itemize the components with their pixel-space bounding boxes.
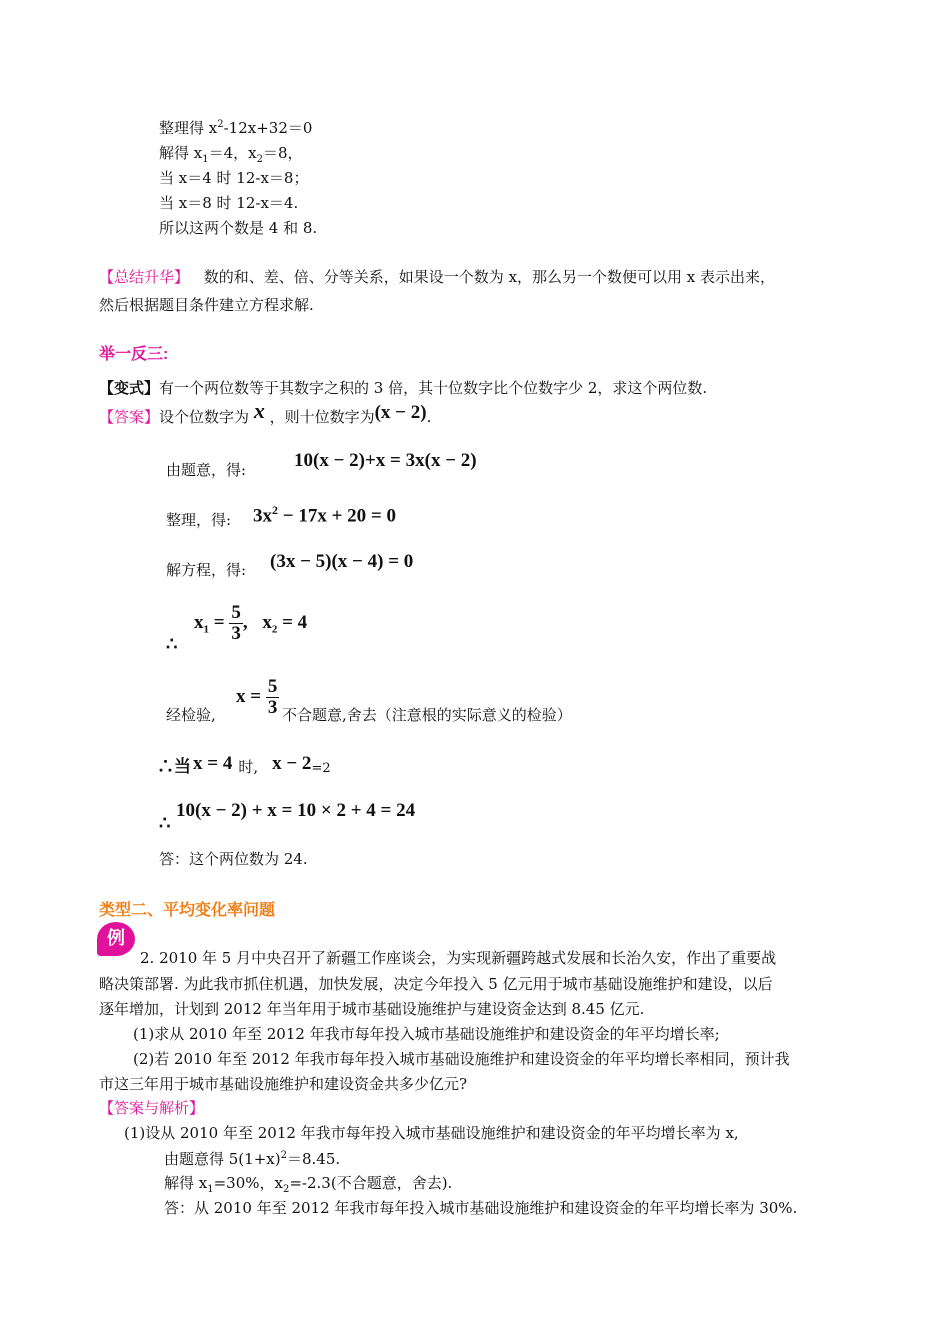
subscript: 2 [256,154,263,165]
step3-equation: (3x − 5)(x − 4) = 0 [270,551,414,572]
term: 3x [253,505,272,527]
text-line-3: 当 x＝4 时 12-x＝8； [159,169,309,187]
question-1: (1)求从 2010 年至 2012 年我市每年投入城市基础设施维护和建设资金的年平均增长率; [133,1025,720,1043]
answer-text: 设个位数字为 [159,408,250,426]
text: ＝4，x [208,144,257,162]
superscript: 2 [272,503,278,517]
final-answer: 答：这个两位数为 24. [159,850,308,868]
section-heading: 类型二、平均变化率问题 [99,902,276,919]
equals: = [209,611,230,633]
superscript: 2 [280,1150,287,1161]
text: =-2.3(不合题意，舍去). [289,1174,453,1192]
subscript: 2 [282,1184,290,1195]
problem-line-2: 略决策部署. 为此我市抓住机遇，加快发展，决定今年投入 5 亿元用于城市基础设施维护和建设，以后 [99,975,773,993]
fraction [229,603,243,644]
text: ∴当 [157,757,191,777]
solution-line-3 [164,1176,452,1195]
var: x = [236,685,266,707]
var: x [262,611,272,633]
fraction [266,677,280,718]
term: − 17x + 20 = 0 [278,505,396,527]
answer-expr: (x − 2) [374,402,427,423]
example-badge-icon: 例 [97,922,135,956]
solution-line-2 [164,1151,340,1167]
answer-var: x [253,398,265,423]
answer-text: ，则十位数字为 [269,408,375,426]
answer-analysis-tag: 【答案与解析】 [99,1099,205,1117]
variant-line [99,381,707,396]
numerator: 5 [267,676,278,697]
text-line-1 [159,120,312,136]
text: 解得 x [159,144,203,162]
subscript: 2 [271,623,278,636]
step1-label: 由题意，得: [166,461,247,479]
math: x − 2 [272,753,312,774]
check-expr [236,677,279,718]
roots-line [194,603,307,644]
answer-tag: 【答案】 [99,408,160,426]
practice-heading: 举一反三: [99,346,169,363]
summary-tag: 【总结升华】 [99,268,190,286]
text-line-4: 当 x＝8 时 12-x＝4. [159,194,299,212]
text-line-5: 所以这两个数是 4 和 8. [159,219,318,237]
problem-line-3: 逐年增加，计划到 2012 年当年用于城市基础设施维护与建设资金达到 8.45 亿元. [99,1000,645,1018]
step1-equation: 10(x − 2)+x = 3x(x − 2) [294,450,477,471]
var: x [194,611,204,633]
therefore-symbol: ∴ [166,634,178,654]
calc-equation: 10(x − 2) + x = 10 × 2 + 4 = 24 [176,800,416,821]
numerator: 5 [231,602,241,623]
superscript: 2 [217,119,224,130]
problem-line-1: 2. 2010 年 5 月中央召开了新疆工作座谈会，为实现新疆跨越式发展和长治久安，作出了重要战 [140,949,777,967]
therefore-symbol: ∴ [159,813,171,833]
when-line [157,753,331,777]
summary-line-1 [99,270,775,285]
value: = 4 [277,611,308,633]
answer-line [99,398,432,426]
check-label: 经检验, [166,706,216,724]
subscript: 1 [203,623,209,636]
text: =2 [311,761,331,776]
step3-label: 解方程，得: [166,561,247,579]
solution-line-4: 答：从 2010 年至 2012 年我市每年投入城市基础设施维护和建设资金的年平均增长率为 30%. [164,1199,798,1217]
summary-text: 数的和、差、倍、分等关系，如果设一个数为 x，那么另一个数便可以用 x 表示出来， [203,268,776,286]
step2-equation [253,504,396,525]
text: =30%，x [213,1174,283,1192]
text: ＝8.45. [286,1150,341,1168]
variant-text: 有一个两位数等于其数字之积的 3 倍，其十位数字比个位数字少 2，求这个两位数. [159,379,708,397]
solution-line-1: (1)设从 2010 年至 2012 年我市每年投入城市基础设施维护和建设资金的年平均增长率为 x, [124,1124,739,1142]
text: -12x+32＝0 [223,119,313,137]
text: 整理得 x [159,119,218,137]
variant-tag: 【变式】 [99,379,160,397]
subscript: 1 [202,154,209,165]
question-2a: (2)若 2010 年至 2012 年我市每年投入城市基础设施维护和建设资金的年平均增长率相同，预计我 [133,1050,790,1068]
comma: , [242,611,248,633]
check-text: 不合题意,舍去（注意根的实际意义的检验） [282,706,572,724]
question-2b: 市这三年用于城市基础设施维护和建设资金共多少亿元? [99,1075,468,1093]
denominator: 3 [267,696,278,718]
answer-period: . [426,408,432,426]
text: 由题意得 5(1+x) [164,1150,281,1168]
denominator: 3 [231,622,241,644]
subscript: 1 [207,1184,214,1195]
text-line-2 [159,146,303,165]
text: ＝8， [263,144,303,162]
summary-line-2: 然后根据题目条件建立方程求解. [99,296,314,314]
text: 解得 x [164,1174,208,1192]
step2-label: 整理，得: [166,511,232,529]
math: x = 4 [193,753,233,774]
text: 时, [238,758,259,776]
